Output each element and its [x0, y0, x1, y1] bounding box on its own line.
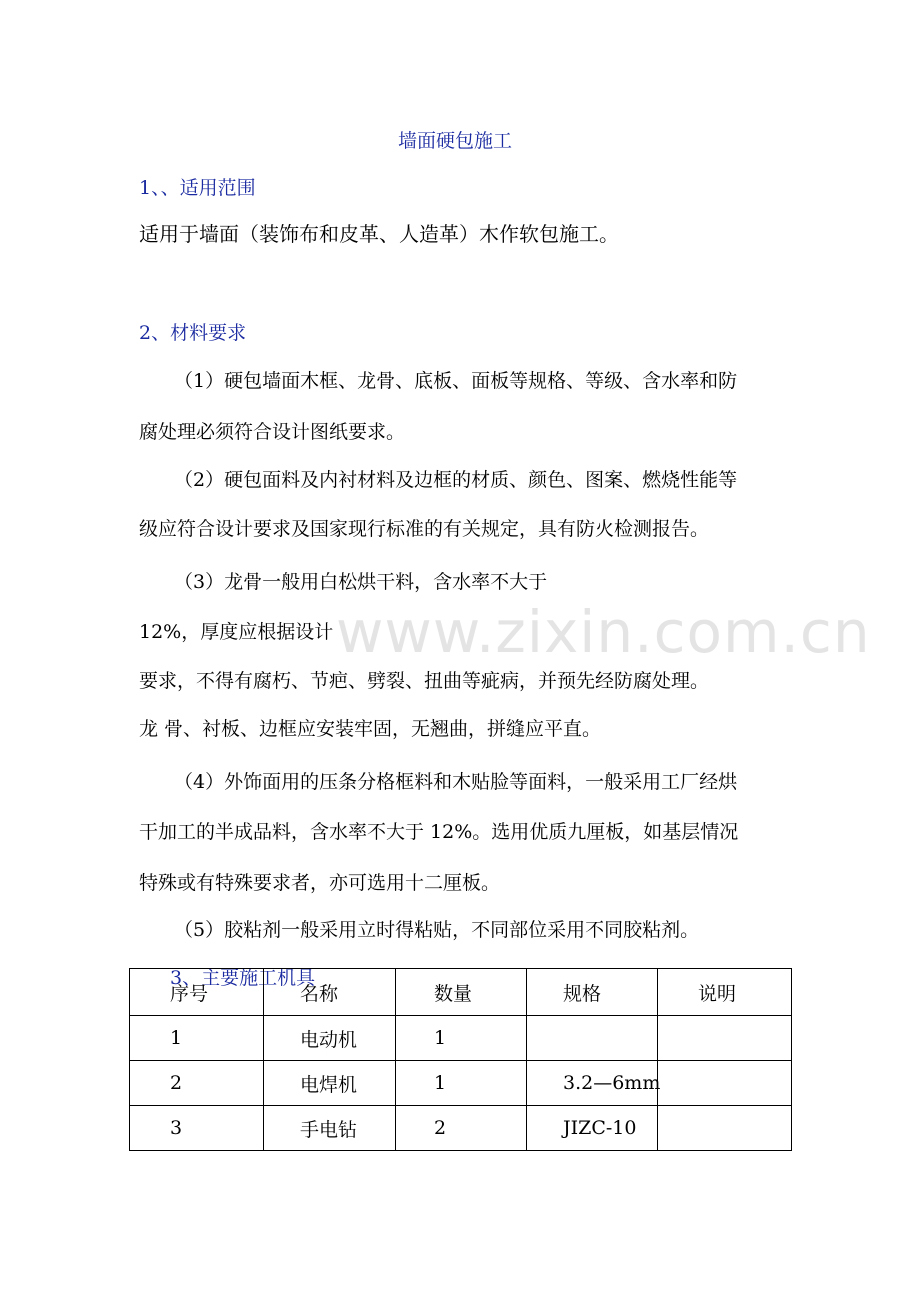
table-row — [130, 1016, 792, 1061]
table-header-cell: 规格 — [527, 969, 658, 1016]
paragraph-line: 腐处理必须符合设计图纸要求。 — [139, 421, 406, 443]
table-header-cell: 数量 — [396, 969, 527, 1016]
paragraph-line: 特殊或有特殊要求者，亦可选用十二厘板。 — [139, 872, 501, 894]
table-header-cell: 说明 — [658, 969, 792, 1016]
section1-heading: 1、、适用范围 — [139, 177, 256, 199]
paragraph-line: （2）硬包面料及内衬材料及边框的材质、颜色、图案、燃烧性能等 — [174, 469, 738, 491]
table-cell: 电动机 — [264, 1016, 396, 1061]
section3-heading: 3、主要施工机具 — [170, 967, 316, 989]
table-cell — [658, 1061, 792, 1106]
section2-heading: 2、材料要求 — [139, 322, 247, 344]
table-header-cell: 名称 — [264, 969, 396, 1016]
section1-body: 适用于墙面（装饰布和皮革、人造革）木作软包施工。 — [139, 222, 619, 246]
paragraph-line: （3）龙骨一般用白松烘干料，含水率不大于 — [174, 571, 548, 593]
paragraph-line: 龙 骨、衬板、边框应安装牢固，无翘曲，拼缝应平直。 — [139, 718, 602, 740]
table-cell: 1 — [396, 1061, 527, 1106]
table-cell: 1 — [396, 1016, 527, 1061]
table-cell: 手电钻 — [264, 1106, 396, 1151]
paragraph-line: （4）外饰面用的压条分格框料和木贴脸等面料，一般采用工厂经烘 — [174, 771, 738, 793]
paragraph-line: （1）硬包墙面木框、龙骨、底板、面板等规格、等级、含水率和防 — [174, 370, 738, 392]
table-cell — [658, 1016, 792, 1061]
document-title: 墙面硬包施工 — [398, 130, 513, 152]
paragraph-line: 干加工的半成品料，含水率不大于 12%。选用优质九厘板，如基层情况 — [139, 821, 739, 843]
table-row — [130, 1106, 792, 1151]
watermark: www.zixin.com.cn — [336, 598, 871, 666]
table-cell — [658, 1106, 792, 1151]
table-header-row — [130, 969, 792, 1016]
paragraph-line: （5）胶粘剂一般采用立时得粘贴，不同部位采用不同胶粘剂。 — [174, 919, 700, 941]
table-cell: 电焊机 — [264, 1061, 396, 1106]
paragraph-line: 要求，不得有腐朽、节疤、劈裂、扭曲等疵病，并预先经防腐处理。 — [139, 670, 710, 692]
table-cell: 3 — [130, 1106, 264, 1151]
table-cell: 2 — [396, 1106, 527, 1151]
table-cell: 1 — [130, 1016, 264, 1061]
table-cell: JIZC-10 — [527, 1106, 658, 1151]
table-cell: 3.2—6mm — [527, 1061, 658, 1106]
table-row — [130, 1061, 792, 1106]
table-cell — [527, 1016, 658, 1061]
paragraph-line: 12%，厚度应根据设计 — [139, 621, 334, 643]
table-header-cell: 序号 — [130, 969, 264, 1016]
paragraph-line: 级应符合设计要求及国家现行标准的有关规定，具有防火检测报告。 — [139, 518, 710, 540]
table-cell: 2 — [130, 1061, 264, 1106]
tools-table — [129, 968, 792, 1151]
